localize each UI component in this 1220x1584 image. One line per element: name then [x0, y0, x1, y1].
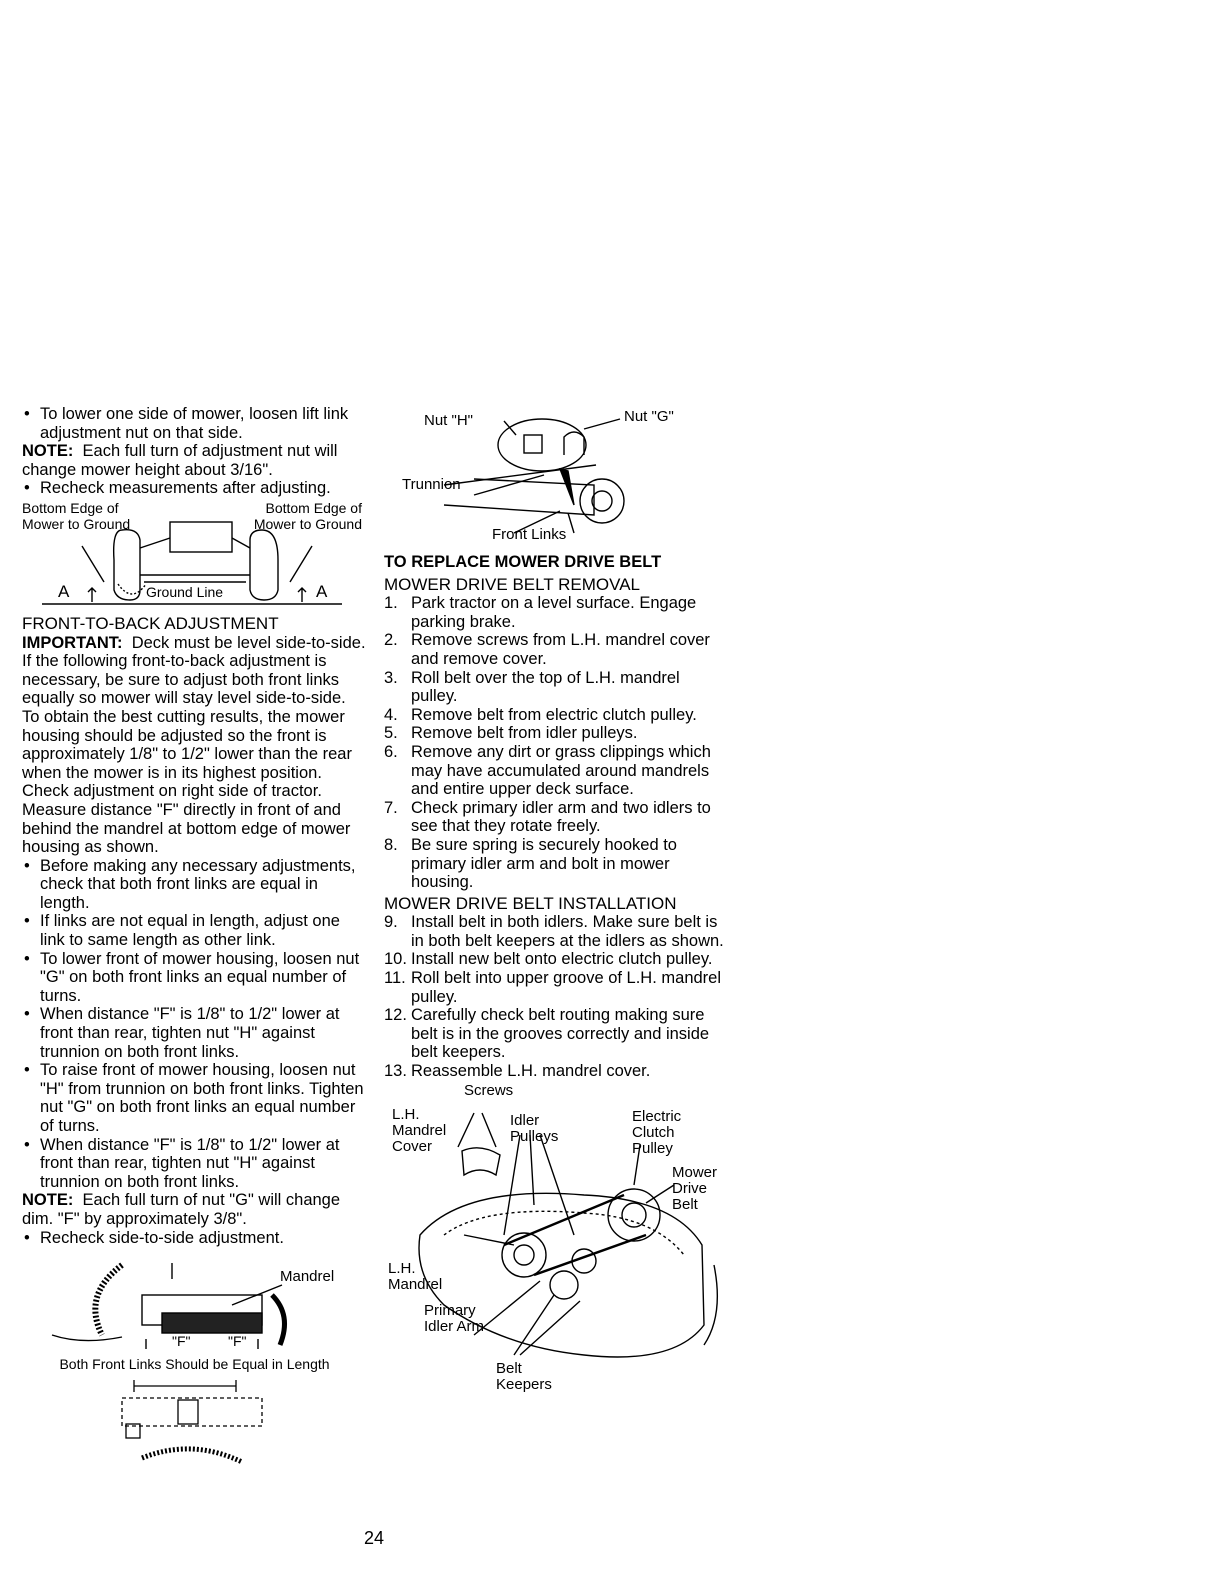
removal-step	[384, 706, 729, 725]
f-label-front: "F"	[172, 1333, 191, 1350]
paragraph-check-adjustment: Check adjustment on right side of tractor. Measure distance "F" directly in front of and behind the mandrel at bottom edge of mower housing as shown.	[22, 782, 351, 857]
note-nut-g	[22, 1191, 367, 1228]
belt-keepers-label: Belt Keepers	[496, 1359, 552, 1393]
mandrel-measure-figure	[22, 1255, 367, 1351]
belt-routing-figure	[384, 1081, 729, 1401]
step-number: 5.	[384, 724, 398, 743]
install-step	[384, 950, 729, 969]
important-paragraph	[22, 634, 367, 708]
bullet-tighten-h-2: • When distance "F" is 1/8" to 1/2" lower at front than rear, tighten nut "H" against trunnion on both front links.	[22, 1136, 367, 1192]
step-number: 7.	[384, 798, 398, 817]
trunnion-label: Trunnion	[402, 476, 461, 493]
step-number: 6.	[384, 742, 398, 761]
page-number: 24	[364, 1528, 385, 1548]
screws-label: Screws	[464, 1081, 514, 1099]
mandrel-label: Mandrel	[280, 1268, 335, 1286]
bottom-edge-left-label: Bottom Edge of Mower to Ground	[22, 499, 131, 532]
step-number: 2.	[384, 631, 398, 650]
bullet-lower-one-side: • To lower one side of mower, loosen lift link adjustment nut on that side.	[22, 405, 367, 442]
note-adjustment-nut	[22, 442, 367, 479]
step-number: 12.	[384, 1006, 407, 1025]
note-label: NOTE:	[22, 442, 74, 461]
idler-pulleys-label: Idler Pulleys	[510, 1111, 559, 1145]
step-text: Install new belt onto electric clutch pulley.	[411, 950, 713, 969]
note2-label: NOTE:	[22, 1191, 74, 1210]
removal-step	[384, 669, 729, 706]
step-text: Carefully check belt routing making sure belt is in the grooves correctly and inside belt keepers.	[411, 1006, 710, 1062]
step-text: Reassemble L.H. mandrel cover.	[411, 1062, 651, 1081]
lh-mandrel-label: L.H. Mandrel	[388, 1259, 443, 1293]
note-text: Each full turn of adjustment nut will change mower height about 3/16".	[22, 442, 338, 479]
important-text: Deck must be level side-to-side. If the following front-to-back adjustment is necessary, be sure to adjust both front links equally so mower will stay level side-to-side.	[22, 633, 366, 708]
step-number: 3.	[384, 668, 398, 687]
mower-drive-belt-label: Mower Drive Belt	[672, 1163, 718, 1213]
primary-idler-arm-label: Primary Idler Arm	[424, 1301, 485, 1335]
label-a-left: A	[58, 581, 70, 601]
nut-g-label: Nut "G"	[624, 408, 674, 425]
bullet-lower-front: • To lower front of mower housing, loosen nut "G" on both front links an equal number of turns.	[22, 950, 367, 1006]
removal-step	[384, 836, 729, 892]
electric-clutch-pulley-label: Electric Clutch Pulley	[632, 1107, 682, 1157]
install-step	[384, 1006, 729, 1062]
note2-text: Each full turn of nut "G" will change dim. "F" by approximately 3/8".	[22, 1191, 341, 1228]
bullet-recheck: • Recheck measurements after adjusting.	[22, 479, 367, 498]
f-label-rear: "F"	[228, 1333, 247, 1350]
removal-step	[384, 743, 729, 799]
bullet-recheck-side: • Recheck side-to-side adjustment.	[22, 1229, 367, 1248]
install-step	[384, 1062, 729, 1081]
step-text: Remove belt from idler pulleys.	[411, 724, 638, 743]
left-column	[22, 405, 367, 1478]
install-step	[384, 969, 729, 1006]
front-links-caption: Both Front Links Should be Equal in Length	[59, 1356, 330, 1373]
step-number: 10.	[384, 950, 407, 969]
step-text: Be sure spring is securely hooked to primary idler arm and bolt in mower housing.	[411, 835, 677, 892]
step-text: Check primary idler arm and two idlers to see that they rotate freely.	[411, 798, 711, 836]
step-text: Park tractor on a level surface. Engage parking brake.	[411, 594, 697, 631]
step-number: 8.	[384, 835, 398, 854]
label-a-right: A	[316, 581, 328, 601]
bullet-tighten-h: • When distance "F" is 1/8" to 1/2" lower at front than rear, tighten nut "H" against trunnion on both front links.	[22, 1005, 367, 1061]
step-text: Remove belt from electric clutch pulley.	[411, 705, 697, 724]
front-links-illustration	[22, 1378, 362, 1478]
nut-h-label: Nut "H"	[424, 412, 473, 429]
install-step	[384, 913, 729, 950]
front-links-label: Front Links	[492, 526, 567, 543]
step-number: 13.	[384, 1062, 407, 1081]
right-column	[384, 405, 729, 1401]
step-text: Remove screws from L.H. mandrel cover and remove cover.	[411, 631, 710, 668]
installation-heading: MOWER DRIVE BELT INSTALLATION	[384, 893, 677, 913]
removal-step	[384, 631, 729, 668]
step-number: 11.	[384, 969, 406, 988]
step-number: 1.	[384, 594, 398, 613]
removal-step	[384, 799, 729, 836]
step-text: Roll belt into upper groove of L.H. mandrel pulley.	[411, 969, 722, 1006]
bullet-check-links: • Before making any necessary adjustments, check that both front links are equal in length.	[22, 857, 367, 913]
step-number: 9.	[384, 913, 398, 932]
removal-step	[384, 594, 729, 631]
paragraph-cutting-results: To obtain the best cutting results, the mower housing should be adjusted so the front is approximately 1/8" to 1/2" lower than the rear when the mower is in its highest position.	[22, 707, 352, 782]
removal-step	[384, 724, 729, 743]
ground-line-label: Ground Line	[146, 583, 224, 600]
nut-trunnion-figure	[384, 405, 729, 545]
step-text: Install belt in both idlers. Make sure belt is in both belt keepers at the idlers as shown.	[411, 913, 724, 950]
replace-belt-title: TO REPLACE MOWER DRIVE BELT	[384, 553, 662, 571]
lh-mandrel-cover-label: L.H. Mandrel Cover	[392, 1105, 447, 1155]
front-to-back-heading: FRONT-TO-BACK ADJUSTMENT	[22, 613, 279, 633]
important-label: IMPORTANT:	[22, 633, 123, 652]
step-number: 4.	[384, 705, 398, 724]
bottom-edge-right-label: Bottom Edge of Mower to Ground	[253, 499, 362, 532]
step-text: Remove any dirt or grass clippings which may have accumulated around mandrels and entire upper deck surface.	[411, 742, 711, 799]
bullet-raise-front: • To raise front of mower housing, loosen nut "H" from trunnion on both front links. Tighten nut "G" on both front links an equal number of turns.	[22, 1061, 367, 1135]
step-text: Roll belt over the top of L.H. mandrel pulley.	[411, 668, 680, 706]
bullet-links-unequal: • If links are not equal in length, adjust one link to same length as other link.	[22, 912, 367, 949]
removal-heading: MOWER DRIVE BELT REMOVAL	[384, 574, 640, 594]
side-to-side-figure	[22, 500, 367, 612]
front-links-figure	[22, 1378, 367, 1478]
